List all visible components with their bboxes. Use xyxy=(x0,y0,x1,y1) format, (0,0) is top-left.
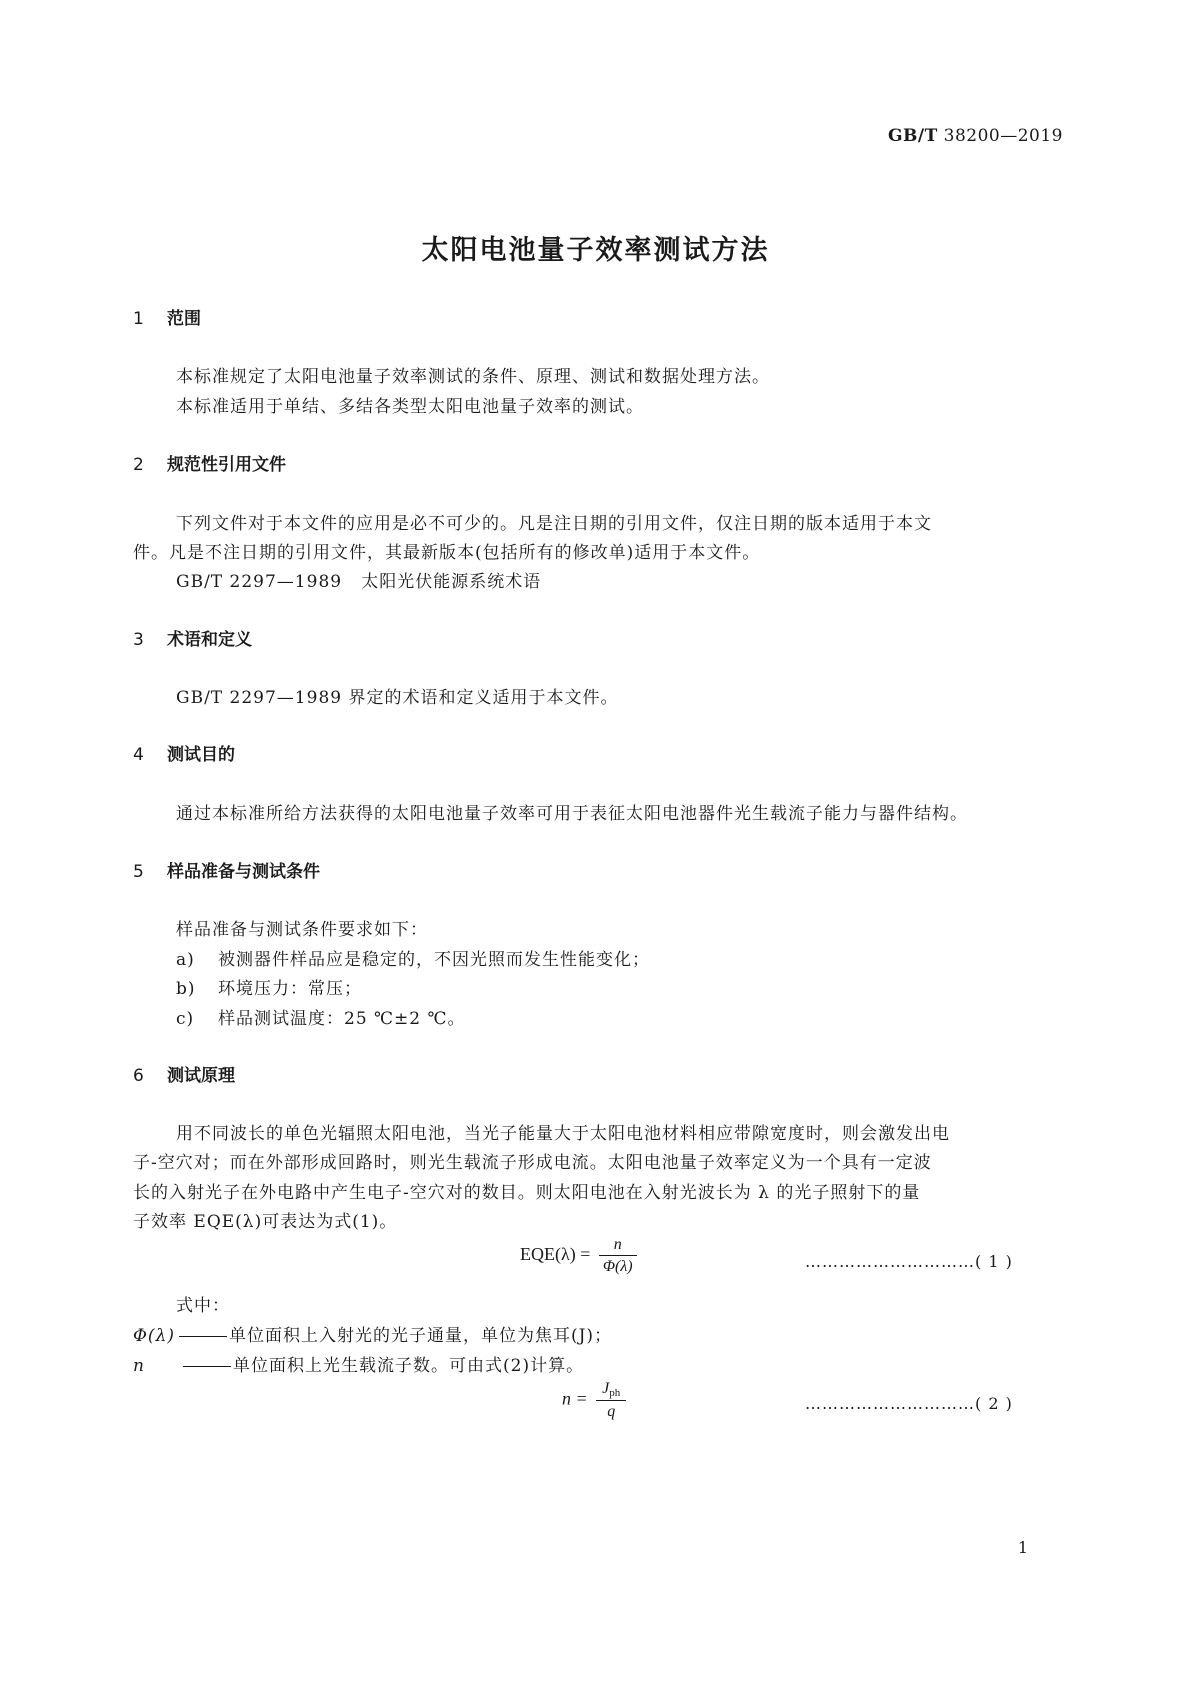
list-item-text: 样品测试温度：25 ℃±2 ℃。 xyxy=(218,1009,466,1029)
definition-dash xyxy=(179,1336,227,1337)
section-title: 规范性引用文件 xyxy=(167,455,286,475)
section-number: 4 xyxy=(133,745,144,765)
page-number: 1 xyxy=(1017,1538,1028,1557)
variable-description: 单位面积上光生载流子数。可由式(2)计算。 xyxy=(233,1356,585,1376)
fraction-numerator: n xyxy=(599,1236,637,1256)
formula-lhs: n = xyxy=(562,1388,588,1409)
section-6-heading xyxy=(133,1061,235,1086)
list-item xyxy=(176,974,362,999)
formula-2 xyxy=(562,1380,626,1421)
reference-title: 太阳光伏能源系统术语 xyxy=(361,572,542,592)
list-item-text: 环境压力：常压； xyxy=(218,979,362,999)
fraction xyxy=(596,1380,626,1421)
fraction-numerator xyxy=(596,1380,626,1401)
variable-definition xyxy=(133,1351,584,1376)
section-number: 1 xyxy=(133,309,144,329)
normative-reference xyxy=(176,567,541,592)
paragraph: 本标准规定了太阳电池量子效率测试的条件、原理、测试和数据处理方法。 xyxy=(176,367,770,387)
variable-symbol: Φ(λ) xyxy=(133,1326,175,1346)
equation-number: ( 1 ) xyxy=(975,1252,1013,1271)
formula-lhs: EQE(λ) = xyxy=(520,1244,591,1265)
section-number: 5 xyxy=(133,862,144,882)
fraction xyxy=(599,1236,637,1276)
document-title: 太阳电池量子效率测试方法 xyxy=(421,235,770,266)
paragraph: 样品准备与测试条件要求如下： xyxy=(176,920,428,940)
fraction-denominator: q xyxy=(607,1403,616,1420)
definition-dash xyxy=(183,1366,231,1367)
section-3-heading xyxy=(133,625,252,650)
equation-number: ( 2 ) xyxy=(975,1394,1013,1413)
paragraph-line: 长的入射光子在外电路中产生电子-空穴对的数目。则太阳电池在入射光波长为 λ 的光子照射下的量 xyxy=(133,1183,921,1203)
section-4-heading xyxy=(133,740,235,765)
denominator-text: Φ(λ) xyxy=(602,1258,633,1275)
list-item xyxy=(176,1004,466,1029)
section-title: 术语和定义 xyxy=(167,630,252,650)
leader-dots: ………………………… xyxy=(805,1394,975,1413)
section-title: 测试原理 xyxy=(167,1066,235,1086)
section-number: 3 xyxy=(133,630,144,650)
paragraph-line: 用不同波长的单色光辐照太阳电池，当光子能量大于太阳电池材料相应带隙宽度时，则会激发出电 xyxy=(176,1124,950,1144)
paragraph-line: 子-空穴对；而在外部形成回路时，则光生载流子形成电流。太阳电池量子效率定义为一个具有一定波 xyxy=(133,1153,932,1173)
reference-code: GB/T 2297—1989 xyxy=(176,572,343,592)
numerator-subscript: ph xyxy=(609,1387,621,1399)
paragraph-line: 下列文件对于本文件的应用是必不可少的。凡是注日期的引用文件，仅注日期的版本适用于本文 xyxy=(176,514,932,534)
list-item-label: c) xyxy=(176,1009,195,1029)
numerator-symbol: J xyxy=(602,1380,610,1397)
where-label: 式中： xyxy=(176,1296,230,1316)
paragraph: 本标准适用于单结、多结各类型太阳电池量子效率的测试。 xyxy=(176,397,644,417)
formula-2-number xyxy=(805,1394,1013,1413)
section-number: 2 xyxy=(133,455,144,475)
standard-code-number: 38200—2019 xyxy=(943,126,1063,146)
variable-definition xyxy=(133,1321,612,1346)
formula-1-number xyxy=(805,1252,1013,1271)
section-1-heading xyxy=(133,304,201,329)
section-title: 样品准备与测试条件 xyxy=(167,862,320,882)
standard-code-prefix: GB/T xyxy=(888,126,938,146)
section-2-heading xyxy=(133,450,286,475)
list-item-label: b) xyxy=(176,979,196,999)
paragraph: GB/T 2297—1989 界定的术语和定义适用于本文件。 xyxy=(176,688,619,708)
formula-1 xyxy=(520,1236,637,1276)
list-item-label: a) xyxy=(176,950,195,970)
section-title: 测试目的 xyxy=(167,745,235,765)
paragraph-line: 子效率 EQE(λ)可表达为式(1)。 xyxy=(133,1212,398,1232)
section-title: 范围 xyxy=(167,309,201,329)
variable-description: 单位面积上入射光的光子通量，单位为焦耳(J)； xyxy=(228,1326,613,1346)
standard-code xyxy=(888,126,1063,146)
fraction-denominator xyxy=(599,1256,637,1276)
list-item-text: 被测器件样品应是稳定的，不因光照而发生性能变化； xyxy=(218,950,650,970)
paragraph: 通过本标准所给方法获得的太阳电池量子效率可用于表征太阳电池器件光生载流子能力与器件结构。 xyxy=(176,804,968,824)
section-5-heading xyxy=(133,857,320,882)
list-item xyxy=(176,945,650,970)
paragraph-line: 件。凡是不注日期的引用文件，其最新版本(包括所有的修改单)适用于本文件。 xyxy=(133,543,761,563)
section-number: 6 xyxy=(133,1066,144,1086)
leader-dots: ………………………… xyxy=(805,1252,975,1271)
variable-symbol: n xyxy=(133,1356,145,1376)
